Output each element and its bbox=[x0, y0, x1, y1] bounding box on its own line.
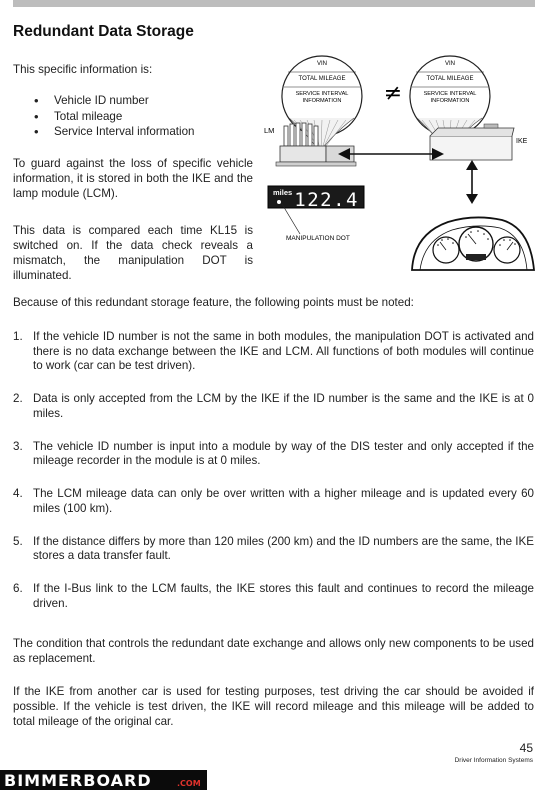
left-bubble-vin: VIN bbox=[316, 61, 328, 67]
intro-text: This specific information is: bbox=[13, 63, 153, 76]
redundant-storage-diagram bbox=[262, 48, 537, 274]
note-item: 4. The LCM mileage data can only be over written with a higher mileage and is updated every 60 miles (100 km). bbox=[13, 487, 534, 515]
watermark-logo bbox=[0, 770, 207, 790]
because-paragraph: Because of this redundant storage feature, the following points must be noted: bbox=[13, 296, 414, 309]
left-bubble-mileage: TOTAL MILEAGE bbox=[298, 76, 346, 82]
guard-paragraph: To guard against the loss of specific vehicle information, it is stored in both the IKE and the lamp module (LCM). bbox=[13, 157, 253, 200]
footer-section-name: Driver Information Systems bbox=[454, 757, 533, 764]
not-equal-sign: ≠ bbox=[383, 81, 403, 106]
notes-list bbox=[13, 330, 534, 630]
page-title: Redundant Data Storage bbox=[13, 23, 194, 40]
compare-paragraph: This data is compared each time KL15 is switched on. If the data check reveals a mismatch, the manipulation DOT is illuminated. bbox=[13, 224, 253, 282]
note-item: 2. Data is only accepted from the LCM by the IKE if the ID number is the same and the IKE is at 0 miles. bbox=[13, 392, 534, 420]
ike-label: IKE bbox=[516, 138, 528, 145]
note-item: 6. If the I-Bus link to the LCM faults, the IKE stores this fault and continues to record the mileage driven. bbox=[13, 582, 534, 610]
bullet-service-interval: • Service Interval information bbox=[34, 124, 194, 140]
top-rule bbox=[13, 0, 535, 7]
page-number: 45 bbox=[519, 741, 533, 755]
manipulation-dot-label: MANIPULATION DOT bbox=[286, 235, 350, 242]
condition-paragraph: The condition that controls the redundant date exchange and allows only new components to be used as replacement. bbox=[13, 637, 534, 665]
right-bubble-mileage: TOTAL MILEAGE bbox=[426, 76, 474, 82]
bullet-vehicle-id: • Vehicle ID number bbox=[34, 93, 194, 109]
right-bubble-information: INFORMATION bbox=[430, 98, 470, 104]
odometer-value: 122.4 bbox=[294, 189, 359, 211]
bimmerboard-watermark bbox=[0, 770, 207, 790]
bullet-total-mileage: • Total mileage bbox=[34, 109, 194, 125]
note-item: 1. If the vehicle ID number is not the same in both modules, the manipulation DOT is activated and there is no data exchange between the IKE and LCM. All functions of both modules will continue to work (car can be test driven). bbox=[13, 330, 534, 372]
miles-label: miles bbox=[273, 188, 293, 197]
ike-test-paragraph: If the IKE from another car is used for testing purposes, test driving the car should be avoided if possible. If the vehicle is test driven, the IKE will record mileage and this mileage will be added to total mileage of the original car. bbox=[13, 685, 534, 728]
odometer-display bbox=[268, 186, 364, 234]
note-item: 5. If the distance differs by more than 120 miles (200 km) and the ID numbers are the same, the IKE stores a data transfer fault. bbox=[13, 534, 534, 562]
note-item: 3. The vehicle ID number is input into a module by way of the DIS tester and only accepted if the mileage recorder in the module is at 0 miles. bbox=[13, 439, 534, 467]
diagram-svg bbox=[262, 48, 537, 274]
left-bubble-information: INFORMATION bbox=[302, 98, 342, 104]
watermark-suffix: .COM bbox=[177, 779, 201, 788]
lm-label: LM bbox=[264, 126, 275, 135]
right-bubble-service: SERVICE INTERVAL bbox=[423, 91, 477, 97]
watermark-brand: BIMMERBOARD bbox=[4, 771, 152, 790]
left-bubble-service: SERVICE INTERVAL bbox=[295, 91, 349, 97]
ike-module bbox=[430, 124, 528, 160]
info-bullet-list bbox=[34, 93, 194, 140]
right-bubble-vin: VIN bbox=[444, 61, 456, 67]
instrument-cluster bbox=[412, 217, 534, 270]
manipulation-dot bbox=[277, 200, 281, 204]
